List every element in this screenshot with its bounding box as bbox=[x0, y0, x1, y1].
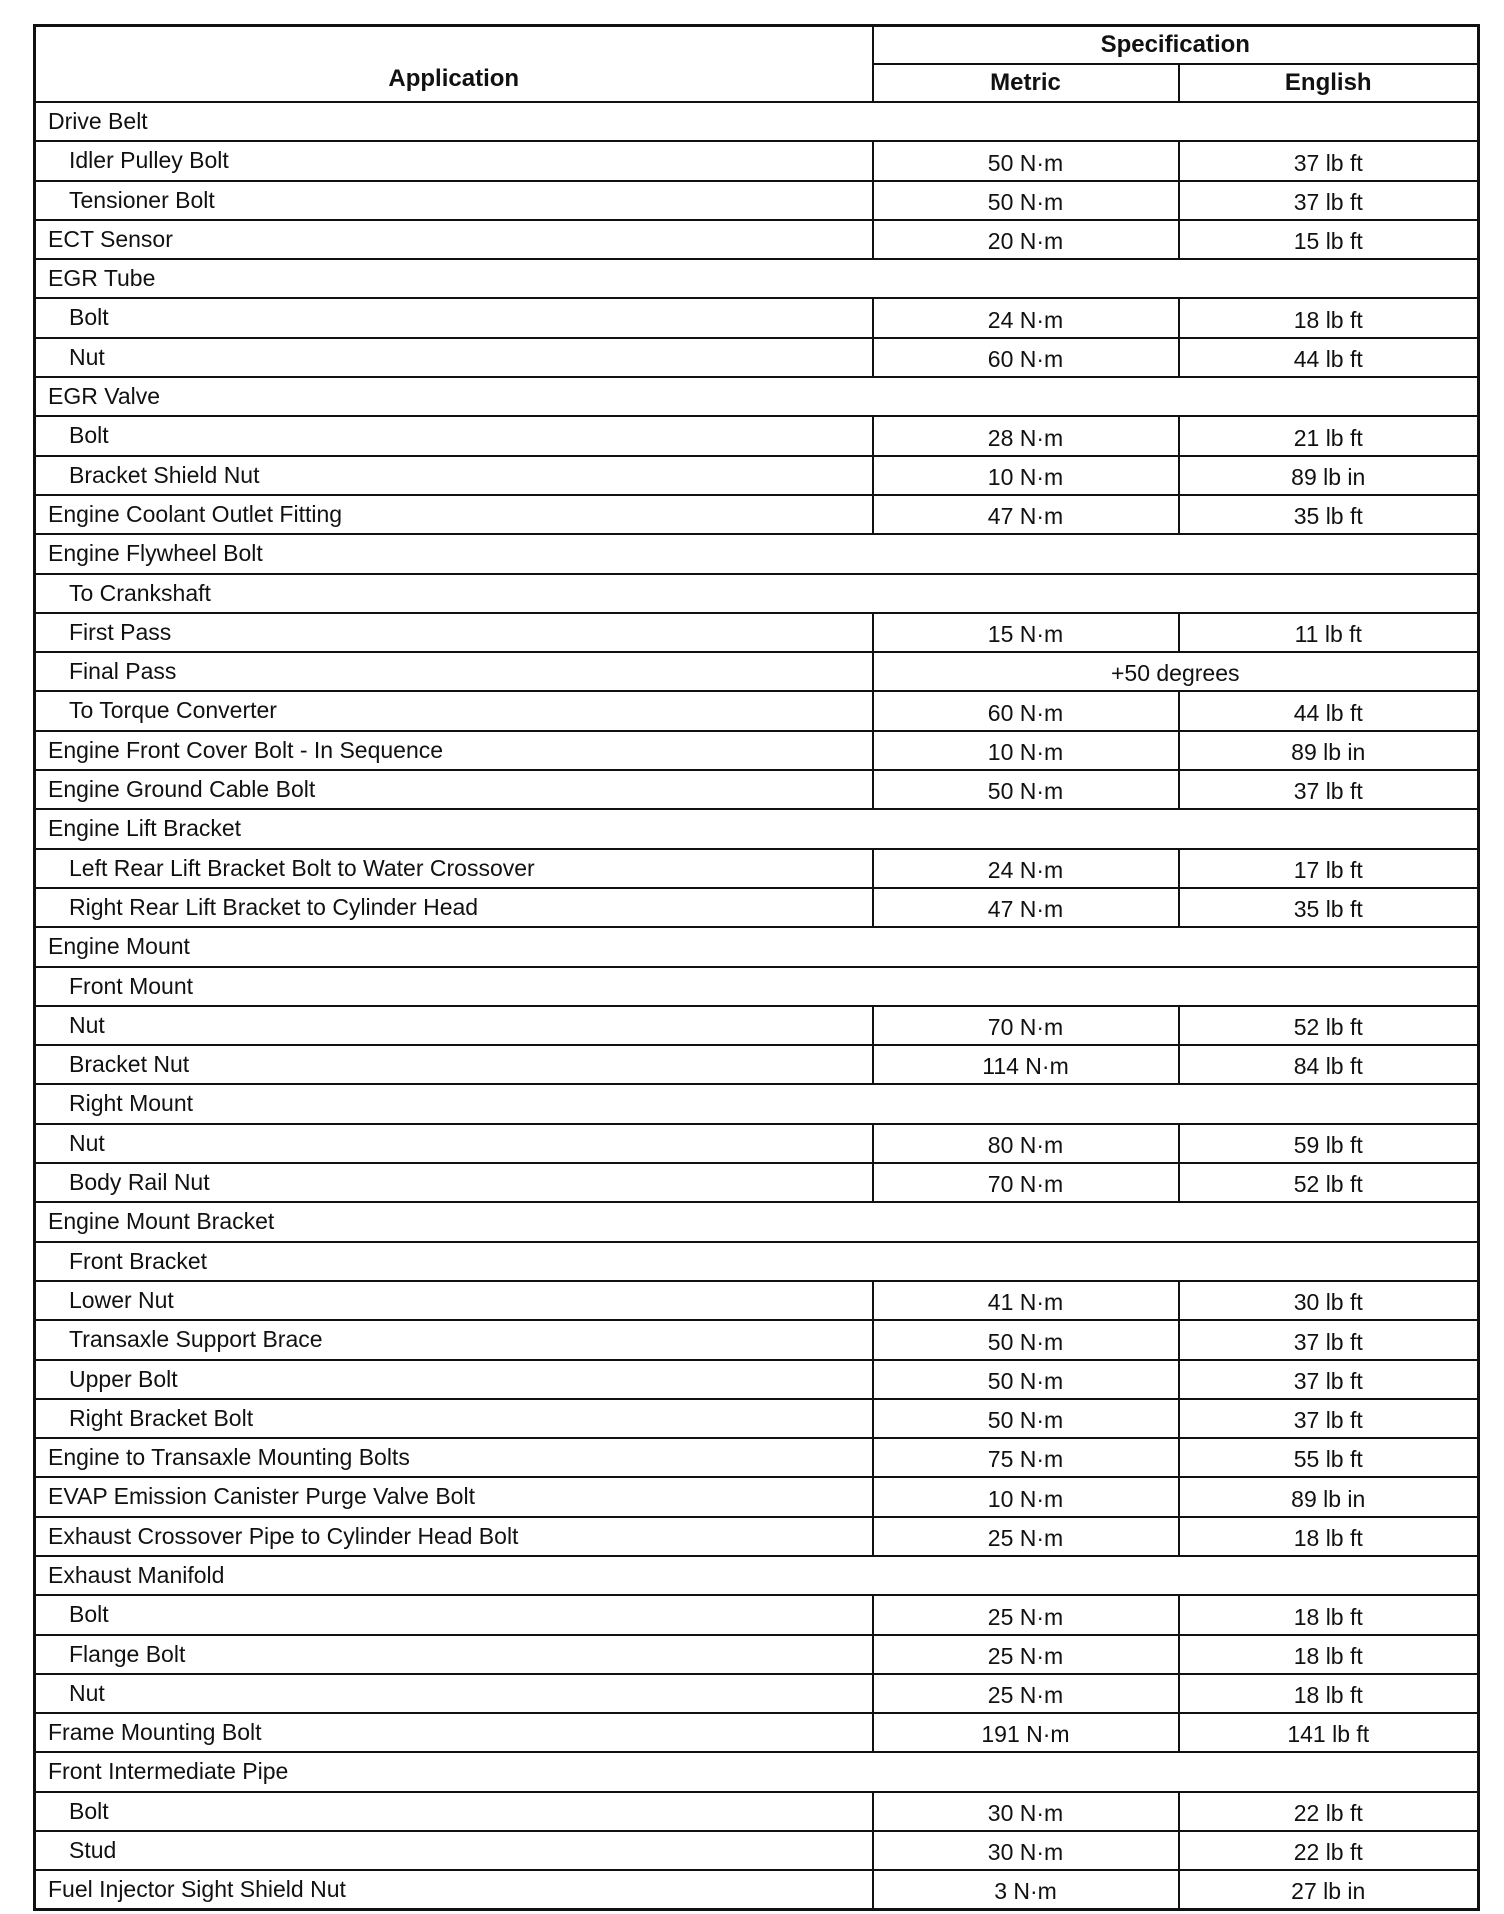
metric-cell: 10 N·m bbox=[873, 731, 1179, 770]
table-row bbox=[35, 809, 1479, 848]
english-cell: 52 lb ft bbox=[1179, 1163, 1479, 1202]
metric-cell: 25 N·m bbox=[873, 1635, 1179, 1674]
english-cell: 18 lb ft bbox=[1179, 1674, 1479, 1713]
metric-cell: 70 N·m bbox=[873, 1163, 1179, 1202]
application-cell: Left Rear Lift Bracket Bolt to Water Crossover bbox=[35, 849, 873, 888]
metric-cell: 80 N·m bbox=[873, 1124, 1179, 1163]
metric-cell: 25 N·m bbox=[873, 1517, 1179, 1556]
metric-cell: 28 N·m bbox=[873, 416, 1179, 455]
metric-cell: 24 N·m bbox=[873, 849, 1179, 888]
metric-cell: 10 N·m bbox=[873, 1477, 1179, 1516]
application-cell: Bracket Shield Nut bbox=[35, 456, 873, 495]
english-cell: 18 lb ft bbox=[1179, 1635, 1479, 1674]
table-row bbox=[35, 102, 1479, 141]
table-row bbox=[35, 652, 1479, 691]
application-cell: EGR Tube bbox=[35, 259, 1479, 298]
application-cell: Bolt bbox=[35, 298, 873, 337]
application-cell: Body Rail Nut bbox=[35, 1163, 873, 1202]
application-cell: EVAP Emission Canister Purge Valve Bolt bbox=[35, 1477, 873, 1516]
english-cell: 55 lb ft bbox=[1179, 1438, 1479, 1477]
table-row bbox=[35, 1713, 1479, 1752]
table-row bbox=[35, 1635, 1479, 1674]
english-cell: 11 lb ft bbox=[1179, 613, 1479, 652]
application-cell: Bolt bbox=[35, 1792, 873, 1831]
application-cell: Nut bbox=[35, 1674, 873, 1713]
application-cell: Frame Mounting Bolt bbox=[35, 1713, 873, 1752]
metric-cell: 60 N·m bbox=[873, 691, 1179, 730]
table-row bbox=[35, 377, 1479, 416]
application-cell: Nut bbox=[35, 1124, 873, 1163]
torque-spec-table bbox=[33, 24, 1480, 1911]
table-row bbox=[35, 495, 1479, 534]
application-cell: First Pass bbox=[35, 613, 873, 652]
table-row bbox=[35, 1124, 1479, 1163]
table-row bbox=[35, 1870, 1479, 1909]
application-cell: Bolt bbox=[35, 1595, 873, 1634]
application-cell: Engine Mount bbox=[35, 927, 1479, 966]
application-cell: Right Bracket Bolt bbox=[35, 1399, 873, 1438]
application-cell: Fuel Injector Sight Shield Nut bbox=[35, 1870, 873, 1909]
application-cell: Engine Lift Bracket bbox=[35, 809, 1479, 848]
table-row bbox=[35, 1517, 1479, 1556]
english-cell: 59 lb ft bbox=[1179, 1124, 1479, 1163]
metric-cell: 191 N·m bbox=[873, 1713, 1179, 1752]
application-cell: Right Rear Lift Bracket to Cylinder Head bbox=[35, 888, 873, 927]
metric-cell: 50 N·m bbox=[873, 770, 1179, 809]
table-row bbox=[35, 1084, 1479, 1123]
metric-cell: 25 N·m bbox=[873, 1595, 1179, 1634]
metric-cell: 47 N·m bbox=[873, 888, 1179, 927]
english-cell: 37 lb ft bbox=[1179, 141, 1479, 180]
table-row bbox=[35, 1202, 1479, 1241]
table-header bbox=[35, 26, 1479, 103]
table-row bbox=[35, 731, 1479, 770]
table-row bbox=[35, 849, 1479, 888]
table-row bbox=[35, 1281, 1479, 1320]
table-row bbox=[35, 1674, 1479, 1713]
application-cell: Flange Bolt bbox=[35, 1635, 873, 1674]
table-row bbox=[35, 1163, 1479, 1202]
metric-cell: 50 N·m bbox=[873, 1360, 1179, 1399]
english-cell: 89 lb in bbox=[1179, 456, 1479, 495]
table-row bbox=[35, 141, 1479, 180]
application-cell: Engine Ground Cable Bolt bbox=[35, 770, 873, 809]
application-cell: Stud bbox=[35, 1831, 873, 1870]
application-cell: Exhaust Crossover Pipe to Cylinder Head Bolt bbox=[35, 1517, 873, 1556]
table-row bbox=[35, 1320, 1479, 1359]
english-cell: 22 lb ft bbox=[1179, 1831, 1479, 1870]
metric-cell: 60 N·m bbox=[873, 338, 1179, 377]
english-cell: 89 lb in bbox=[1179, 731, 1479, 770]
english-cell: 35 lb ft bbox=[1179, 495, 1479, 534]
table-row bbox=[35, 456, 1479, 495]
metric-cell: 114 N·m bbox=[873, 1045, 1179, 1084]
application-cell: Bolt bbox=[35, 416, 873, 455]
english-cell: 89 lb in bbox=[1179, 1477, 1479, 1516]
table-row bbox=[35, 534, 1479, 573]
table-row bbox=[35, 1477, 1479, 1516]
metric-cell: 30 N·m bbox=[873, 1792, 1179, 1831]
application-cell: Front Bracket bbox=[35, 1242, 1479, 1281]
table-row bbox=[35, 1360, 1479, 1399]
table-body bbox=[35, 102, 1479, 1910]
english-cell: 21 lb ft bbox=[1179, 416, 1479, 455]
english-cell: 37 lb ft bbox=[1179, 770, 1479, 809]
header-metric: Metric bbox=[873, 64, 1179, 102]
application-cell: Transaxle Support Brace bbox=[35, 1320, 873, 1359]
table-row bbox=[35, 574, 1479, 613]
metric-cell: 70 N·m bbox=[873, 1006, 1179, 1045]
table-row bbox=[35, 1006, 1479, 1045]
application-cell: Drive Belt bbox=[35, 102, 1479, 141]
application-cell: To Crankshaft bbox=[35, 574, 1479, 613]
english-cell: 37 lb ft bbox=[1179, 1399, 1479, 1438]
table-row bbox=[35, 967, 1479, 1006]
table-row bbox=[35, 1752, 1479, 1791]
application-cell: Right Mount bbox=[35, 1084, 1479, 1123]
application-cell: Nut bbox=[35, 338, 873, 377]
header-english: English bbox=[1179, 64, 1479, 102]
application-cell: Front Mount bbox=[35, 967, 1479, 1006]
table-row bbox=[35, 220, 1479, 259]
english-cell: 30 lb ft bbox=[1179, 1281, 1479, 1320]
application-cell: Nut bbox=[35, 1006, 873, 1045]
metric-cell: 25 N·m bbox=[873, 1674, 1179, 1713]
english-cell: 18 lb ft bbox=[1179, 1517, 1479, 1556]
table-row bbox=[35, 691, 1479, 730]
table-row bbox=[35, 259, 1479, 298]
metric-cell: 41 N·m bbox=[873, 1281, 1179, 1320]
metric-cell: 50 N·m bbox=[873, 181, 1179, 220]
table-row bbox=[35, 1792, 1479, 1831]
table-row bbox=[35, 1831, 1479, 1870]
metric-cell: 50 N·m bbox=[873, 1399, 1179, 1438]
metric-cell: 75 N·m bbox=[873, 1438, 1179, 1477]
table-row bbox=[35, 1399, 1479, 1438]
table-row bbox=[35, 888, 1479, 927]
table-row bbox=[35, 927, 1479, 966]
english-cell: 141 lb ft bbox=[1179, 1713, 1479, 1752]
metric-cell: 50 N·m bbox=[873, 1320, 1179, 1359]
english-cell: 18 lb ft bbox=[1179, 1595, 1479, 1634]
table-row bbox=[35, 416, 1479, 455]
table-row bbox=[35, 181, 1479, 220]
metric-cell: 20 N·m bbox=[873, 220, 1179, 259]
application-cell: Lower Nut bbox=[35, 1281, 873, 1320]
table-row bbox=[35, 1438, 1479, 1477]
application-cell: Engine to Transaxle Mounting Bolts bbox=[35, 1438, 873, 1477]
application-cell: Engine Mount Bracket bbox=[35, 1202, 1479, 1241]
application-cell: Exhaust Manifold bbox=[35, 1556, 1479, 1595]
english-cell: 27 lb in bbox=[1179, 1870, 1479, 1909]
english-cell: 37 lb ft bbox=[1179, 181, 1479, 220]
application-cell: EGR Valve bbox=[35, 377, 1479, 416]
metric-cell: 50 N·m bbox=[873, 141, 1179, 180]
application-cell: Idler Pulley Bolt bbox=[35, 141, 873, 180]
metric-cell: 24 N·m bbox=[873, 298, 1179, 337]
english-cell: 15 lb ft bbox=[1179, 220, 1479, 259]
english-cell: 37 lb ft bbox=[1179, 1360, 1479, 1399]
header-specification: Specification bbox=[873, 26, 1479, 65]
application-cell: Upper Bolt bbox=[35, 1360, 873, 1399]
application-cell: ECT Sensor bbox=[35, 220, 873, 259]
application-cell: Engine Flywheel Bolt bbox=[35, 534, 1479, 573]
table-row bbox=[35, 338, 1479, 377]
metric-cell: 10 N·m bbox=[873, 456, 1179, 495]
application-cell: Front Intermediate Pipe bbox=[35, 1752, 1479, 1791]
application-cell: Bracket Nut bbox=[35, 1045, 873, 1084]
english-cell: 44 lb ft bbox=[1179, 338, 1479, 377]
english-cell: 44 lb ft bbox=[1179, 691, 1479, 730]
application-cell: Final Pass bbox=[35, 652, 873, 691]
application-cell: Engine Front Cover Bolt - In Sequence bbox=[35, 731, 873, 770]
english-cell: 35 lb ft bbox=[1179, 888, 1479, 927]
table-row bbox=[35, 298, 1479, 337]
english-cell: 52 lb ft bbox=[1179, 1006, 1479, 1045]
header-application: Application bbox=[35, 26, 873, 103]
english-cell: 18 lb ft bbox=[1179, 298, 1479, 337]
application-cell: Engine Coolant Outlet Fitting bbox=[35, 495, 873, 534]
metric-cell: 30 N·m bbox=[873, 1831, 1179, 1870]
combined-spec-cell: +50 degrees bbox=[873, 652, 1479, 691]
table-row bbox=[35, 1556, 1479, 1595]
table-row bbox=[35, 1595, 1479, 1634]
application-cell: Tensioner Bolt bbox=[35, 181, 873, 220]
english-cell: 22 lb ft bbox=[1179, 1792, 1479, 1831]
english-cell: 84 lb ft bbox=[1179, 1045, 1479, 1084]
english-cell: 37 lb ft bbox=[1179, 1320, 1479, 1359]
metric-cell: 15 N·m bbox=[873, 613, 1179, 652]
metric-cell: 47 N·m bbox=[873, 495, 1179, 534]
table-row bbox=[35, 1045, 1479, 1084]
table-row bbox=[35, 770, 1479, 809]
table-row bbox=[35, 1242, 1479, 1281]
metric-cell: 3 N·m bbox=[873, 1870, 1179, 1909]
table-row bbox=[35, 613, 1479, 652]
english-cell: 17 lb ft bbox=[1179, 849, 1479, 888]
application-cell: To Torque Converter bbox=[35, 691, 873, 730]
